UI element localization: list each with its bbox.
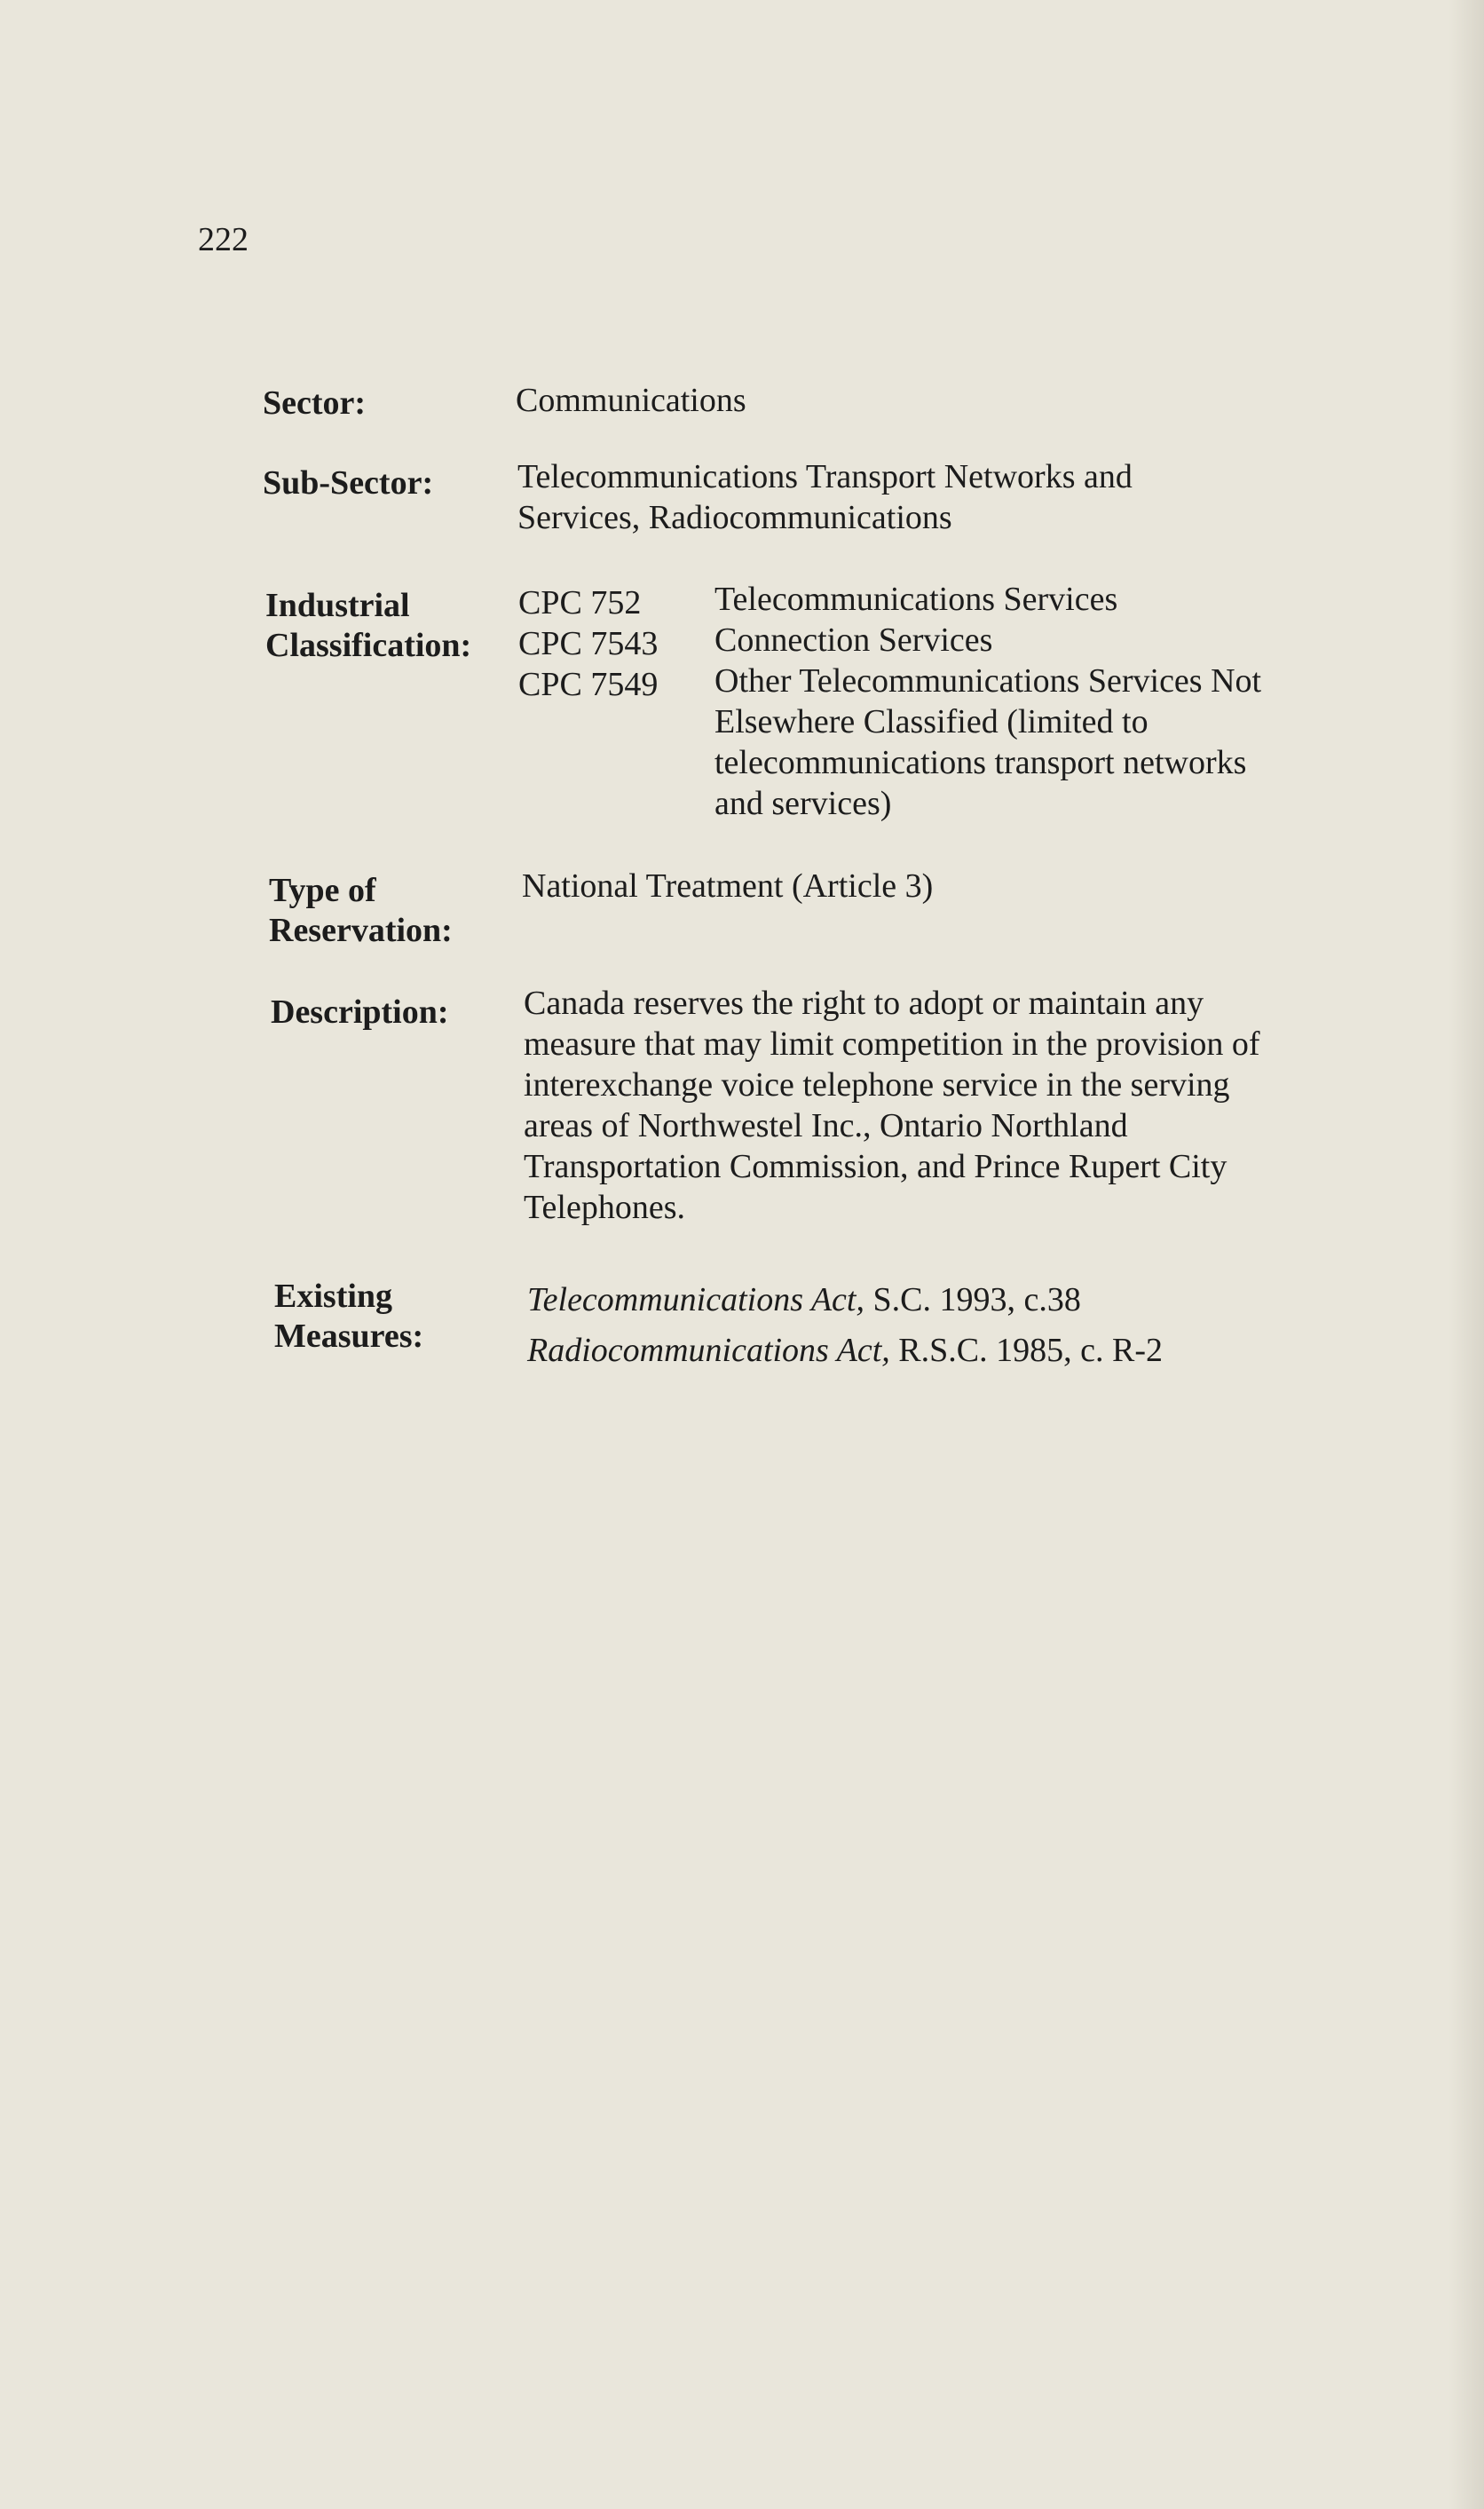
existing-measures-value bbox=[527, 1275, 1163, 1376]
description-line: areas of Northwestel Inc., Ontario Northland bbox=[524, 1107, 1128, 1144]
sub-sector-value bbox=[517, 456, 1133, 538]
sector-label: Sector: bbox=[263, 384, 367, 422]
act-name: Radiocommunications Act, bbox=[527, 1332, 890, 1369]
label-line: Measures: bbox=[274, 1318, 424, 1355]
label-line: Reservation: bbox=[269, 912, 453, 949]
type-of-reservation-label bbox=[269, 871, 453, 951]
sub-sector-line: Services, Radiocommunications bbox=[517, 499, 952, 536]
description-line: Transportation Commission, and Prince Rupert City bbox=[524, 1148, 1227, 1185]
page-edge-shadow bbox=[1448, 0, 1484, 2509]
description-line: Canada reserves the right to adopt or maintain any bbox=[524, 985, 1204, 1022]
cpc-code: CPC 752 bbox=[518, 584, 642, 621]
page-number: 222 bbox=[198, 221, 249, 258]
description-line: interexchange voice telephone service in the serving bbox=[524, 1066, 1230, 1104]
sub-sector-line: Telecommunications Transport Networks and bbox=[517, 458, 1133, 495]
cpc-code: CPC 7549 bbox=[518, 666, 659, 703]
cpc-description bbox=[714, 661, 1336, 824]
industrial-classification-label bbox=[265, 586, 471, 666]
label-line: Industrial bbox=[265, 587, 410, 624]
type-of-reservation-value: National Treatment (Article 3) bbox=[522, 867, 934, 905]
label-line: Type of bbox=[269, 872, 376, 909]
act-citation: R.S.C. 1985, c. R-2 bbox=[889, 1332, 1163, 1369]
description-label: Description: bbox=[271, 993, 449, 1031]
measure-item bbox=[527, 1326, 1163, 1376]
cpc-description-line: Other Telecommunications Services Not bbox=[714, 662, 1262, 700]
act-citation: S.C. 1993, c.38 bbox=[864, 1281, 1081, 1318]
description-value bbox=[524, 983, 1260, 1228]
measure-item bbox=[527, 1275, 1163, 1326]
cpc-description: Connection Services bbox=[714, 621, 993, 659]
existing-measures-label bbox=[274, 1277, 423, 1357]
cpc-description-line: and services) bbox=[714, 785, 892, 822]
cpc-description: Telecommunications Services bbox=[714, 581, 1118, 618]
description-line: Telephones. bbox=[524, 1189, 686, 1226]
cpc-description-line: telecommunications transport networks bbox=[714, 744, 1247, 781]
description-line: measure that may limit competition in the provision of bbox=[524, 1025, 1260, 1063]
cpc-code: CPC 7543 bbox=[518, 625, 659, 662]
label-line: Existing bbox=[274, 1278, 393, 1315]
label-line: Classification: bbox=[265, 627, 472, 664]
sector-value: Communications bbox=[516, 382, 746, 419]
sub-sector-label: Sub-Sector: bbox=[263, 464, 434, 502]
cpc-description-line: Elsewhere Classified (limited to bbox=[714, 703, 1149, 740]
act-name: Telecommunications Act, bbox=[527, 1281, 864, 1318]
